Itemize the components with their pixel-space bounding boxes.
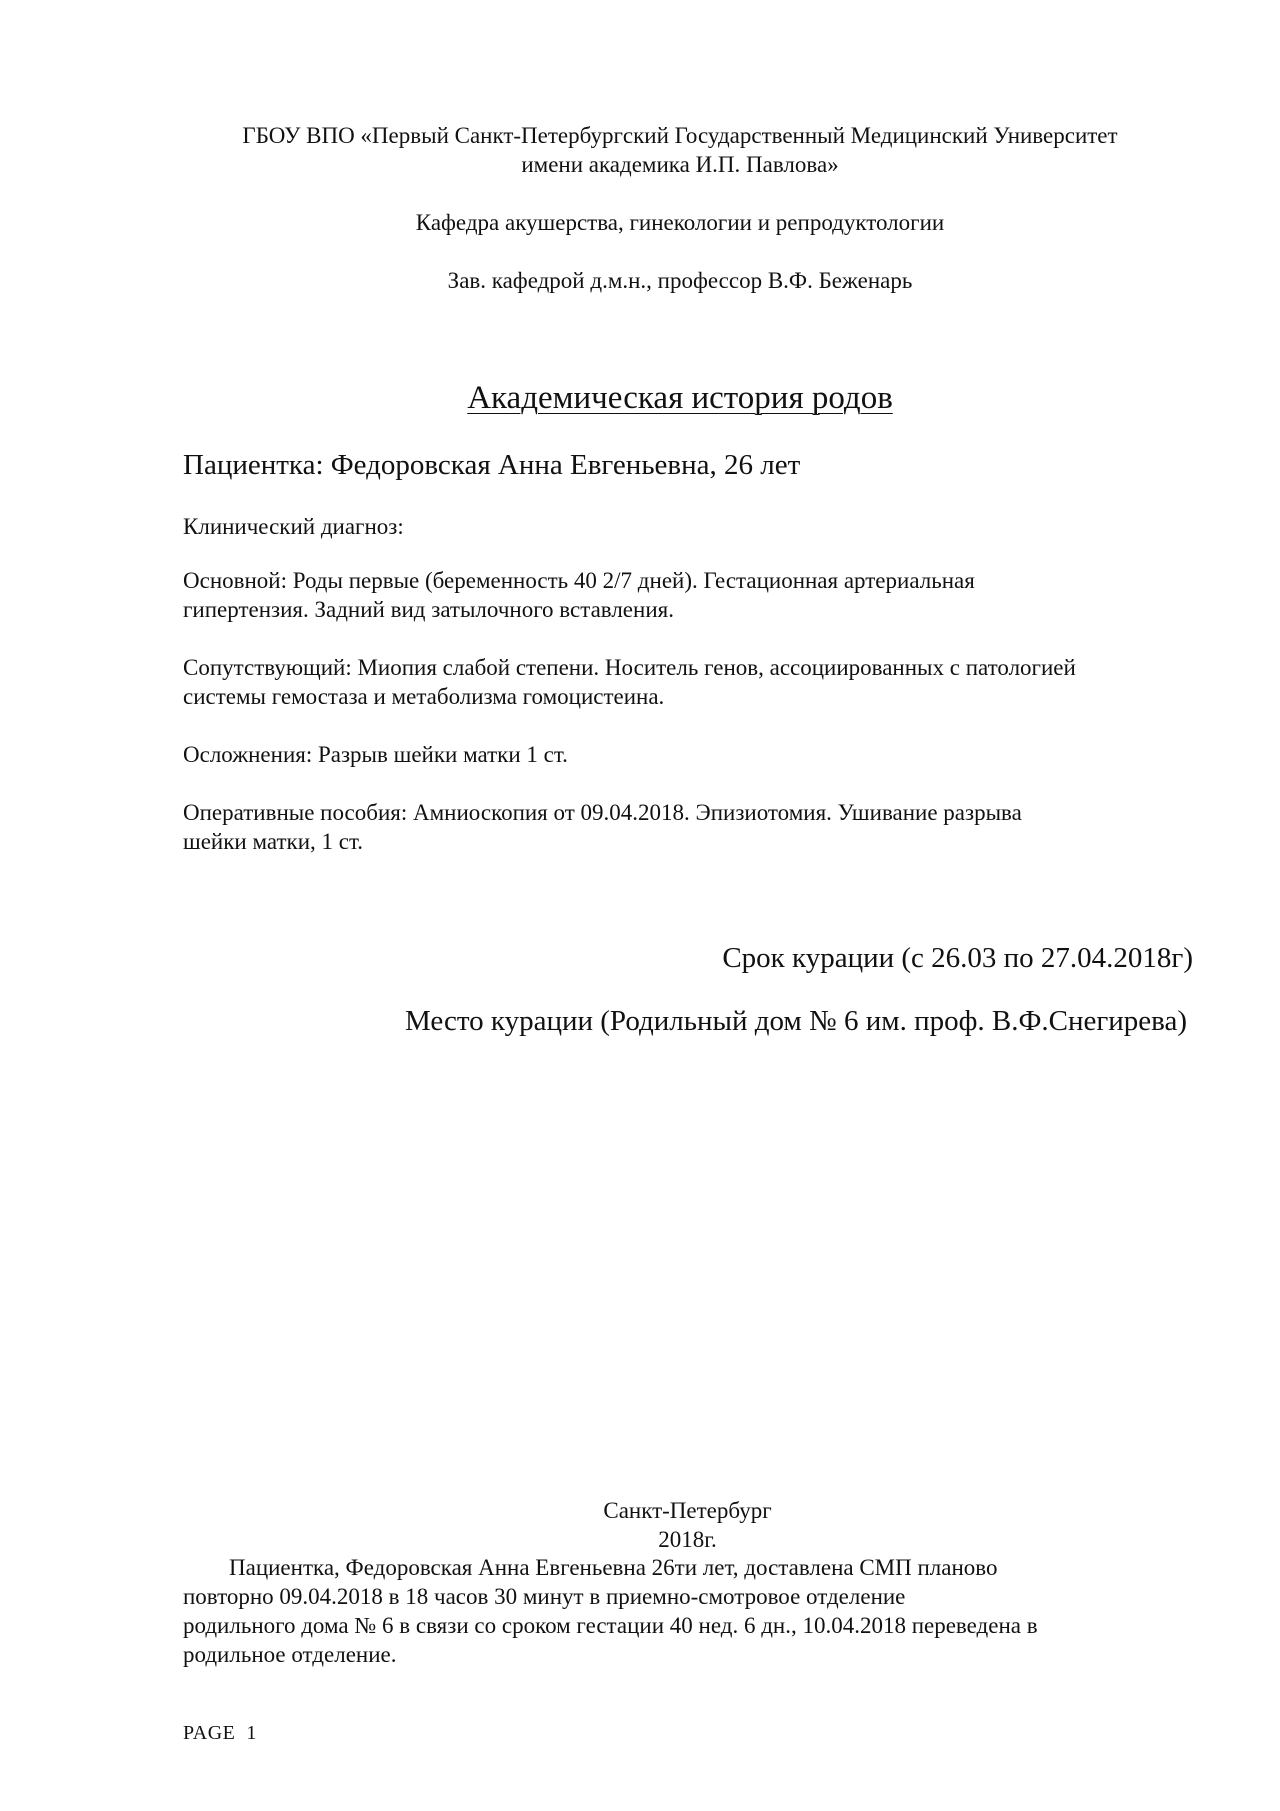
document-title: Академическая история родов [467, 380, 893, 416]
narrative-paragraph [183, 1553, 1193, 1669]
diagnosis-operations-line-1: Оперативные пособия: Амниоскопия от 09.04.2018. Эпизиотомия. Ушивание разрыва [183, 800, 1022, 825]
narrative-line-4: родильное отделение. [183, 1642, 397, 1667]
diagnosis-concomitant-line-2: системы гемостаза и метаболизма гомоцистеина. [183, 684, 665, 709]
curation-term: Срок курации (с 26.03 по 27.04.2018г) [722, 942, 1193, 974]
patient-info: Пациентка: Федоровская Анна Евгеньевна, 26 лет [183, 449, 801, 481]
department-name: Кафедра акушерства, гинекологии и репродуктологии [415, 210, 945, 235]
city: Санкт-Петербург [603, 1498, 772, 1523]
narrative-line-2: повторно 09.04.2018 в 18 часов 30 минут в приемно-смотровое отделение [183, 1584, 906, 1609]
diagnosis-complications: Осложнения: Разрыв шейки матки 1 ст. [183, 742, 568, 767]
narrative-line-1: Пациентка, Федоровская Анна Евгеньевна 26ти лет, доставлена СМП планово [229, 1555, 998, 1580]
diagnosis-operations [183, 798, 1193, 856]
curation-place: Место курации (Родильный дом № 6 им. проф. В.Ф.Снегирева) [404, 1005, 1187, 1037]
diagnosis-main-line-1: Основной: Роды первые (беременность 40 2/7 дней). Гестационная артериальная [183, 568, 975, 593]
head-of-department: Зав. кафедрой д.м.н., профессор В.Ф. Беженарь [447, 268, 913, 293]
year: 2018г. [658, 1527, 717, 1552]
university-name [170, 121, 1190, 179]
university-line-2: имени академика И.П. Павлова» [521, 152, 839, 177]
narrative-line-3: родильного дома № 6 в связи со сроком гестации 40 нед. 6 дн., 10.04.2018 переведена в [183, 1613, 1038, 1638]
city-year-block [170, 1496, 1205, 1554]
page-number: PAGE 1 [183, 1722, 257, 1744]
diagnosis-concomitant [183, 653, 1193, 711]
university-line-1: ГБОУ ВПО «Первый Санкт-Петербургский Государственный Медицинский Университет [242, 123, 1118, 148]
diagnosis-operations-line-2: шейки матки, 1 ст. [183, 829, 364, 854]
diagnosis-concomitant-line-1: Сопутствующий: Миопия слабой степени. Носитель генов, ассоциированных с патологией [183, 655, 1076, 680]
diagnosis-main-line-2: гипертензия. Задний вид затылочного вставления. [183, 597, 674, 622]
diagnosis-main [183, 566, 1193, 624]
diagnosis-label: Клинический диагноз: [183, 514, 404, 539]
